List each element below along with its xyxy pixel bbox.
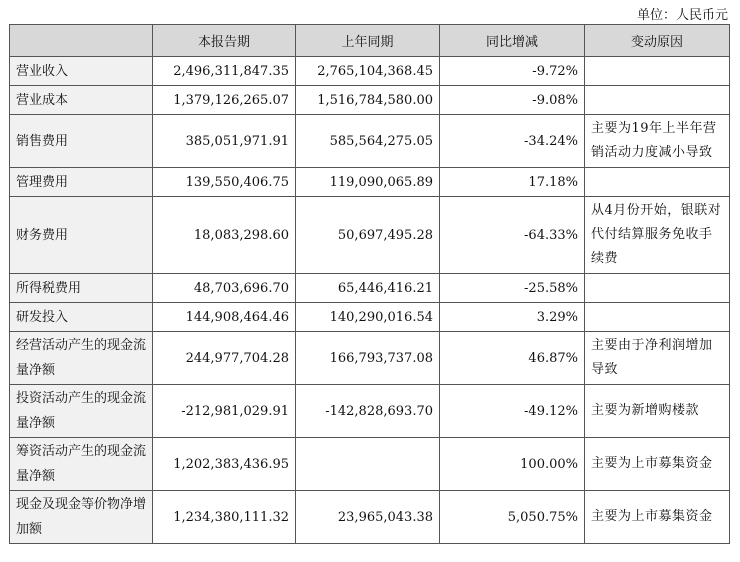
change-reason: [585, 274, 730, 303]
prior-value: 585,564,275.05: [296, 115, 440, 168]
table-row: [10, 57, 730, 86]
change-reason: [585, 57, 730, 86]
table-row: [10, 197, 730, 274]
change-reason: 主要由于净利润增加导致: [585, 332, 730, 385]
table-row: [10, 303, 730, 332]
change-reason: [585, 168, 730, 197]
header-change-reason: 变动原因: [585, 25, 730, 57]
prior-value: 50,697,495.28: [296, 197, 440, 274]
change-value: -25.58%: [440, 274, 585, 303]
table-row: [10, 491, 730, 544]
change-value: 46.87%: [440, 332, 585, 385]
change-value: -9.72%: [440, 57, 585, 86]
table-row: [10, 438, 730, 491]
header-current-period: 本报告期: [153, 25, 296, 57]
table-row: [10, 274, 730, 303]
current-value: -212,981,029.91: [153, 385, 296, 438]
row-label: 研发投入: [10, 303, 153, 332]
current-value: 18,083,298.60: [153, 197, 296, 274]
table-row: [10, 385, 730, 438]
prior-value: 2,765,104,368.45: [296, 57, 440, 86]
current-value: 2,496,311,847.35: [153, 57, 296, 86]
current-value: 48,703,696.70: [153, 274, 296, 303]
row-label: 销售费用: [10, 115, 153, 168]
change-value: -34.24%: [440, 115, 585, 168]
prior-value: [296, 438, 440, 491]
row-label: 投资活动产生的现金流量净额: [10, 385, 153, 438]
prior-value: 119,090,065.89: [296, 168, 440, 197]
row-label: 所得税费用: [10, 274, 153, 303]
header-prior-period: 上年同期: [296, 25, 440, 57]
prior-value: 166,793,737.08: [296, 332, 440, 385]
change-reason: 主要为上市募集资金: [585, 491, 730, 544]
unit-label: 单位：人民币元: [636, 8, 728, 23]
change-reason: [585, 303, 730, 332]
row-label: 营业收入: [10, 57, 153, 86]
table-header-row: [10, 25, 730, 57]
current-value: 385,051,971.91: [153, 115, 296, 168]
financial-table: [9, 24, 730, 544]
table-row: [10, 86, 730, 115]
current-value: 244,977,704.28: [153, 332, 296, 385]
change-value: -49.12%: [440, 385, 585, 438]
change-value: 3.29%: [440, 303, 585, 332]
change-value: 100.00%: [440, 438, 585, 491]
current-value: 1,379,126,265.07: [153, 86, 296, 115]
table-row: [10, 332, 730, 385]
change-reason: 主要为新增购楼款: [585, 385, 730, 438]
change-reason: 从4月份开始，银联对代付结算服务免收手续费: [585, 197, 730, 274]
table-row: [10, 115, 730, 168]
change-reason: 主要为上市募集资金: [585, 438, 730, 491]
table-row: [10, 168, 730, 197]
change-reason: [585, 86, 730, 115]
current-value: 139,550,406.75: [153, 168, 296, 197]
row-label: 财务费用: [10, 197, 153, 274]
prior-value: 140,290,016.54: [296, 303, 440, 332]
prior-value: 1,516,784,580.00: [296, 86, 440, 115]
header-item: [10, 25, 153, 57]
row-label: 营业成本: [10, 86, 153, 115]
current-value: 144,908,464.46: [153, 303, 296, 332]
current-value: 1,234,380,111.32: [153, 491, 296, 544]
prior-value: 65,446,416.21: [296, 274, 440, 303]
prior-value: 23,965,043.38: [296, 491, 440, 544]
row-label: 筹资活动产生的现金流量净额: [10, 438, 153, 491]
change-value: 5,050.75%: [440, 491, 585, 544]
change-value: 17.18%: [440, 168, 585, 197]
change-value: -9.08%: [440, 86, 585, 115]
change-value: -64.33%: [440, 197, 585, 274]
row-label: 经营活动产生的现金流量净额: [10, 332, 153, 385]
row-label: 现金及现金等价物净增加额: [10, 491, 153, 544]
header-yoy-change: 同比增减: [440, 25, 585, 57]
row-label: 管理费用: [10, 168, 153, 197]
current-value: 1,202,383,436.95: [153, 438, 296, 491]
change-reason: 主要为19年上半年营销活动力度减小导致: [585, 115, 730, 168]
prior-value: -142,828,693.70: [296, 385, 440, 438]
